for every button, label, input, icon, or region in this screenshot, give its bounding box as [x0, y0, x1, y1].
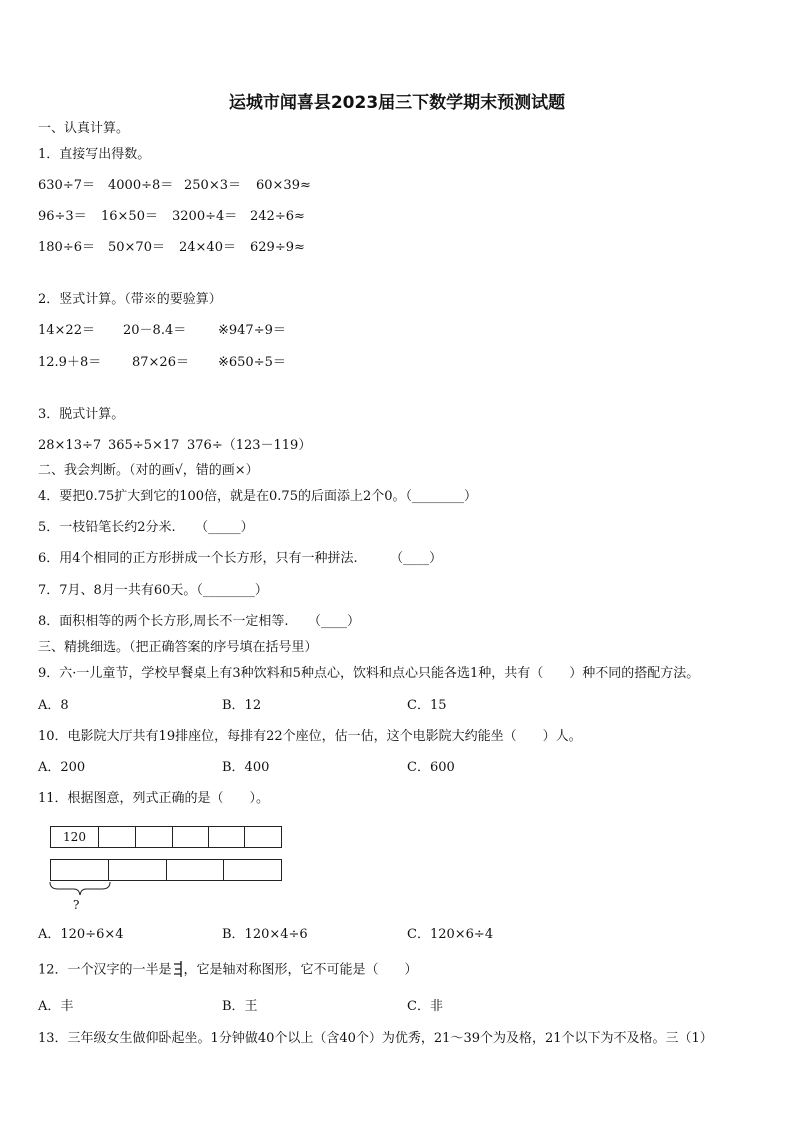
question-12-text [38, 962, 418, 979]
question-3-label: 3．脱式计算。 [38, 407, 125, 422]
diagram-cell [209, 827, 245, 847]
q1-item: 250×3＝ [184, 178, 241, 193]
q3-item: 28×13÷7 [38, 438, 102, 453]
diagram-cell [173, 827, 209, 847]
q1-item: 16×50＝ [101, 209, 158, 224]
question-2-label: 2．竖式计算。（带※的要验算） [38, 292, 222, 307]
page-title: 运城市闻喜县2023届三下数学期末预测试题 [228, 93, 566, 113]
q2-item: ※650÷5＝ [218, 355, 286, 370]
judge-question: 6．用4个相同的正方形拼成一个长方形，只有一种拼法. （____） [38, 551, 443, 566]
judge-question: 7．7月、8月一共有60天。（________） [38, 583, 268, 598]
q1-item: 4000÷8＝ [108, 178, 174, 193]
diagram-cell [136, 827, 173, 847]
q1-item: 50×70＝ [108, 240, 165, 255]
question-9-text: 9．六·一儿童节，学校早餐桌上有3种饮料和5种点心，饮料和点心只能各选1种，共有（ ）种不同的搭配方法。 [38, 666, 700, 681]
q12-text-before: 12．一个汉字的一半是 [38, 962, 172, 978]
judge-question: 5．一枝铅笔长约2分米. （_____） [38, 520, 254, 535]
q12-option-c: C．非 [407, 999, 443, 1014]
q12-text-after: ，它是轴对称图形，它不可能是（ ） [183, 962, 418, 978]
q1-item: 24×40＝ [179, 240, 236, 255]
q9-option-b: B．12 [222, 698, 262, 713]
diagram-bar-bottom [50, 859, 282, 881]
q3-item: 376÷（123－119） [187, 438, 312, 453]
q9-option-c: C．15 [407, 698, 447, 713]
half-character-icon [172, 962, 184, 978]
q3-item: 365÷5×17 [108, 438, 180, 453]
q1-item: 96÷3＝ [38, 209, 87, 224]
q12-option-b: B．王 [222, 999, 258, 1014]
diagram-cell [109, 860, 167, 880]
question-13-text: 13．三年级女生做仰卧起坐。1分钟做40个以上（含40个）为优秀，21～39个为及格，21个以下为不及格。三（1） [38, 1031, 713, 1046]
q11-option-a: A．120÷6×4 [38, 927, 124, 942]
q1-item: 629÷9≈ [250, 240, 305, 255]
q10-option-c: C．600 [407, 760, 455, 775]
q2-item: ※947÷9＝ [218, 323, 286, 338]
question-10-text: 10．电影院大厅共有19排座位，每排有22个座位，估一估，这个电影院大约能坐（ ）人。 [38, 729, 582, 744]
question-1-label: 1．直接写出得数。 [38, 147, 151, 162]
q1-item: 242÷6≈ [250, 209, 305, 224]
diagram-cell [167, 860, 224, 880]
diagram-cell [51, 860, 109, 880]
q2-item: 20－8.4＝ [123, 323, 187, 338]
q2-item: 12.9＋8＝ [38, 355, 102, 370]
diagram-bar-top [50, 826, 282, 848]
q9-option-a: A．8 [38, 698, 69, 713]
diagram-cell [245, 827, 281, 847]
judge-question: 8．面积相等的两个长方形,周长不一定相等. （____） [38, 614, 361, 629]
section-heading-3: 三、精挑细选。（把正确答案的序号填在括号里） [38, 640, 318, 655]
section-heading-1: 一、认真计算。 [38, 121, 130, 136]
brace-icon [48, 880, 112, 898]
q11-option-c: C．120×6÷4 [407, 927, 494, 942]
diagram-cell [99, 827, 136, 847]
section-heading-2: 二、我会判断。（对的画√，错的画×） [38, 463, 259, 478]
question-11-text: 11．根据图意，列式正确的是（ ）。 [38, 791, 270, 806]
q1-item: 180÷6＝ [38, 240, 95, 255]
diagram-cell-value: 120 [51, 827, 99, 847]
judge-question: 4．要把0.75扩大到它的100倍，就是在0.75的后面添上2个0。（________） [38, 489, 478, 504]
q1-item: 3200÷4＝ [172, 209, 238, 224]
q10-option-b: B．400 [222, 760, 270, 775]
q1-item: 60×39≈ [256, 178, 311, 193]
q2-item: 87×26＝ [132, 355, 189, 370]
q10-option-a: A．200 [38, 760, 86, 775]
diagram-cell [224, 860, 281, 880]
diagram-question-mark: ? [73, 898, 80, 912]
q1-item: 630÷7＝ [38, 178, 95, 193]
q12-option-a: A．丰 [38, 999, 74, 1014]
q11-option-b: B．120×4÷6 [222, 927, 308, 942]
q2-item: 14×22＝ [38, 323, 95, 338]
